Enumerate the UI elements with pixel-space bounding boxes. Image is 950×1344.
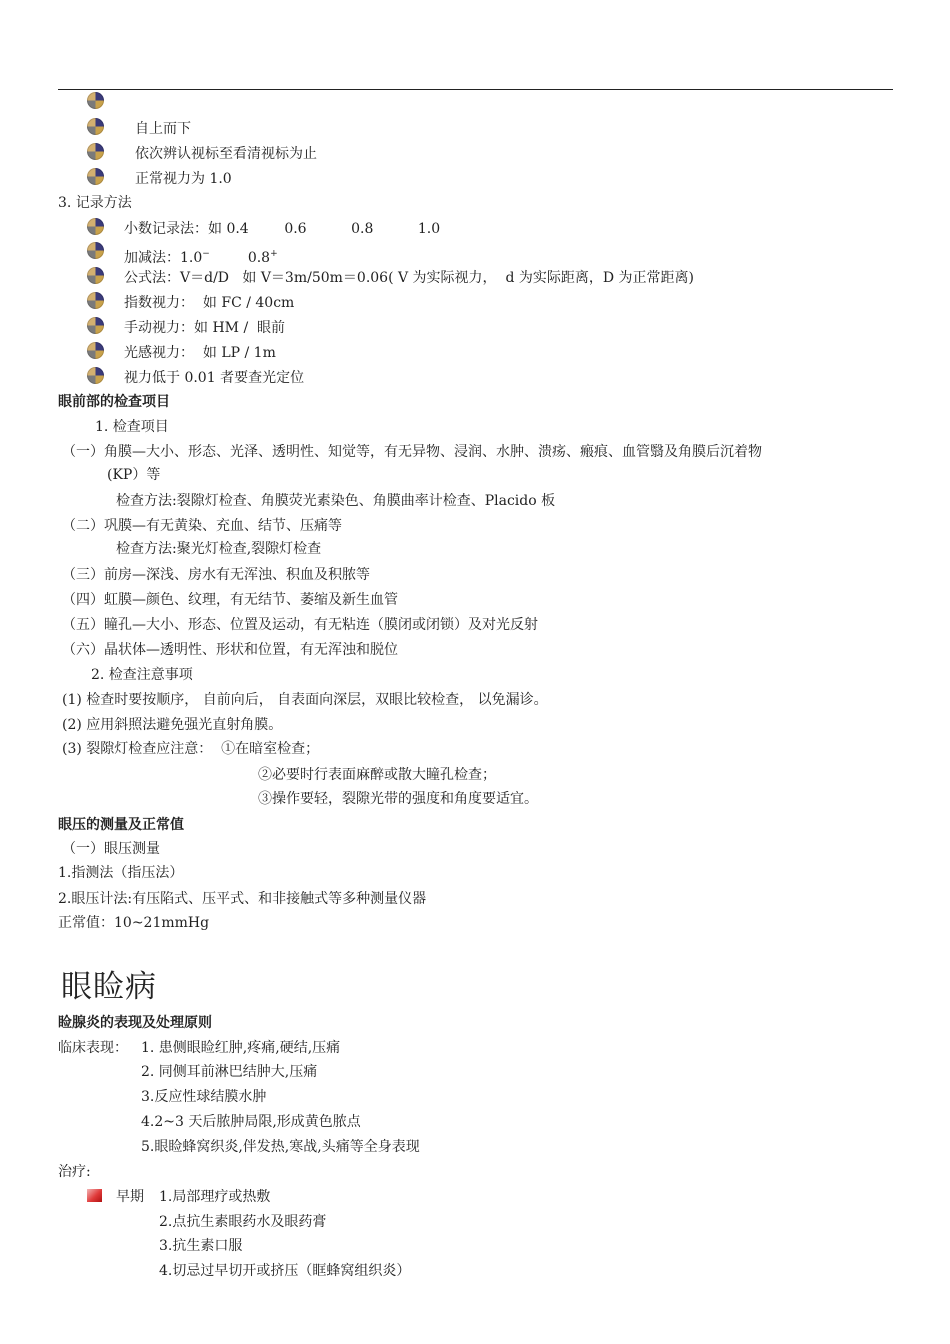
chapter-title: 眼睑病 xyxy=(61,969,157,1005)
note-item: (2) 应用斜照法避免强光直射角膜。 xyxy=(62,717,283,733)
plusminus-b-sup: + xyxy=(270,249,278,259)
record-plusminus xyxy=(124,244,278,268)
clinical-item: 3.反应性球结膜水肿 xyxy=(141,1089,267,1105)
early-label: 早期 xyxy=(116,1189,144,1205)
clinical-item: 1. 患侧眼睑红肿,疼痛,硬结,压痛 xyxy=(141,1040,341,1056)
pie-bullet-icon xyxy=(87,218,104,235)
treatment-label: 治疗: xyxy=(58,1164,91,1180)
pie-bullet-icon xyxy=(87,342,104,359)
sub-heading: 1. 检查项目 xyxy=(95,419,169,435)
section-title-iop: 眼压的测量及正常值 xyxy=(58,817,184,833)
exam-item: （二）巩膜—有无黄染、充血、结节、压痛等 xyxy=(62,518,342,534)
record-formula: 公式法：V＝d/D 如 V＝3m/50m＝0.06( V 为实际视力， d 为实际距离，D 为正常距离) xyxy=(124,270,695,286)
bullet-text: 自上而下 xyxy=(135,121,191,137)
pie-bullet-icon xyxy=(87,367,104,384)
bullet-text: 依次辨认视标至看清视标为止 xyxy=(135,146,317,162)
sub-title-stye: 睑腺炎的表现及处理原则 xyxy=(58,1015,212,1031)
record-hand: 手动视力：如 HM / 眼前 xyxy=(124,320,286,336)
note-item: (3) 裂隙灯检查应注意： ①在暗室检查； xyxy=(62,741,320,757)
record-finger: 指数视力： 如 FC / 40cm xyxy=(124,295,295,311)
square-bullet-icon xyxy=(87,1189,102,1202)
record-decimal: 小数记录法：如 0.4 0.6 0.8 1.0 xyxy=(124,221,441,237)
pie-bullet-icon xyxy=(87,317,104,334)
iop-line: 2.眼压计法:有压陷式、压平式、和非接触式等多种测量仪器 xyxy=(58,891,427,907)
exam-item: （一）角膜—大小、形态、光泽、透明性、知觉等，有无异物、浸润、水肿、溃疡、瘢痕、血管翳及角膜后沉着物 xyxy=(62,444,762,460)
plusminus-a: 加减法：1.0 xyxy=(124,250,203,266)
note-item: ②必要时行表面麻醉或散大瞳孔检查； xyxy=(258,767,496,783)
pie-bullet-icon xyxy=(87,292,104,309)
bullet-text: 正常视力为 1.0 xyxy=(135,171,232,187)
exam-method: 检查方法:裂隙灯检查、角膜荧光素染色、角膜曲率计检查、Placido 板 xyxy=(116,493,556,509)
early-item: 3.抗生素口服 xyxy=(159,1238,243,1254)
clinical-item: 4.2~3 天后脓肿局限,形成黄色脓点 xyxy=(141,1114,361,1130)
record-light: 光感视力： 如 LP / 1m xyxy=(124,345,276,361)
plusminus-b: 0.8 xyxy=(247,250,271,266)
early-item: 2.点抗生素眼药水及眼药膏 xyxy=(159,1214,327,1230)
pie-bullet-icon xyxy=(87,267,104,284)
record-low: 视力低于 0.01 者要查光定位 xyxy=(124,370,305,386)
clinical-item: 5.眼睑蜂窝织炎,伴发热,寒战,头痛等全身表现 xyxy=(141,1139,420,1155)
exam-item: （四）虹膜—颜色、纹理，有无结节、萎缩及新生血管 xyxy=(62,592,398,608)
iop-line: （一）眼压测量 xyxy=(62,841,160,857)
exam-item: （五）瞳孔—大小、形态、位置及运动，有无粘连（膜闭或闭锁）及对光反射 xyxy=(62,617,538,633)
section-title-anterior: 眼前部的检查项目 xyxy=(58,394,170,410)
early-item: 4.切忌过早切开或挤压（眶蜂窝组织炎） xyxy=(159,1263,411,1279)
pie-bullet-icon xyxy=(87,92,104,109)
note-item: (1) 检查时要按顺序， 自前向后， 自表面向深层，双眼比较检查， 以免漏诊。 xyxy=(62,692,548,708)
note-item: ③操作要轻，裂隙光带的强度和角度要适宜。 xyxy=(258,791,538,807)
record-heading: 3. 记录方法 xyxy=(58,195,132,211)
sub-heading: 2. 检查注意事项 xyxy=(91,667,193,683)
pie-bullet-icon xyxy=(87,168,104,185)
iop-line: 正常值：10~21mmHg xyxy=(58,915,210,931)
exam-item: （六）晶状体—透明性、形状和位置，有无浑浊和脱位 xyxy=(62,642,398,658)
exam-method: 检查方法:聚光灯检查,裂隙灯检查 xyxy=(116,541,322,557)
pie-bullet-icon xyxy=(87,143,104,160)
exam-item-cont: (KP）等 xyxy=(107,467,161,483)
header-rule xyxy=(58,89,893,90)
plusminus-a-sup: − xyxy=(202,249,210,259)
pie-bullet-icon xyxy=(87,118,104,135)
pie-bullet-icon xyxy=(87,242,104,259)
iop-line: 1.指测法（指压法） xyxy=(58,865,184,881)
early-item: 1.局部理疗或热敷 xyxy=(159,1189,271,1205)
exam-item: （三）前房—深浅、房水有无浑浊、积血及积脓等 xyxy=(62,567,370,583)
clinical-label: 临床表现： xyxy=(58,1040,128,1056)
clinical-item: 2. 同侧耳前淋巴结肿大,压痛 xyxy=(141,1064,318,1080)
